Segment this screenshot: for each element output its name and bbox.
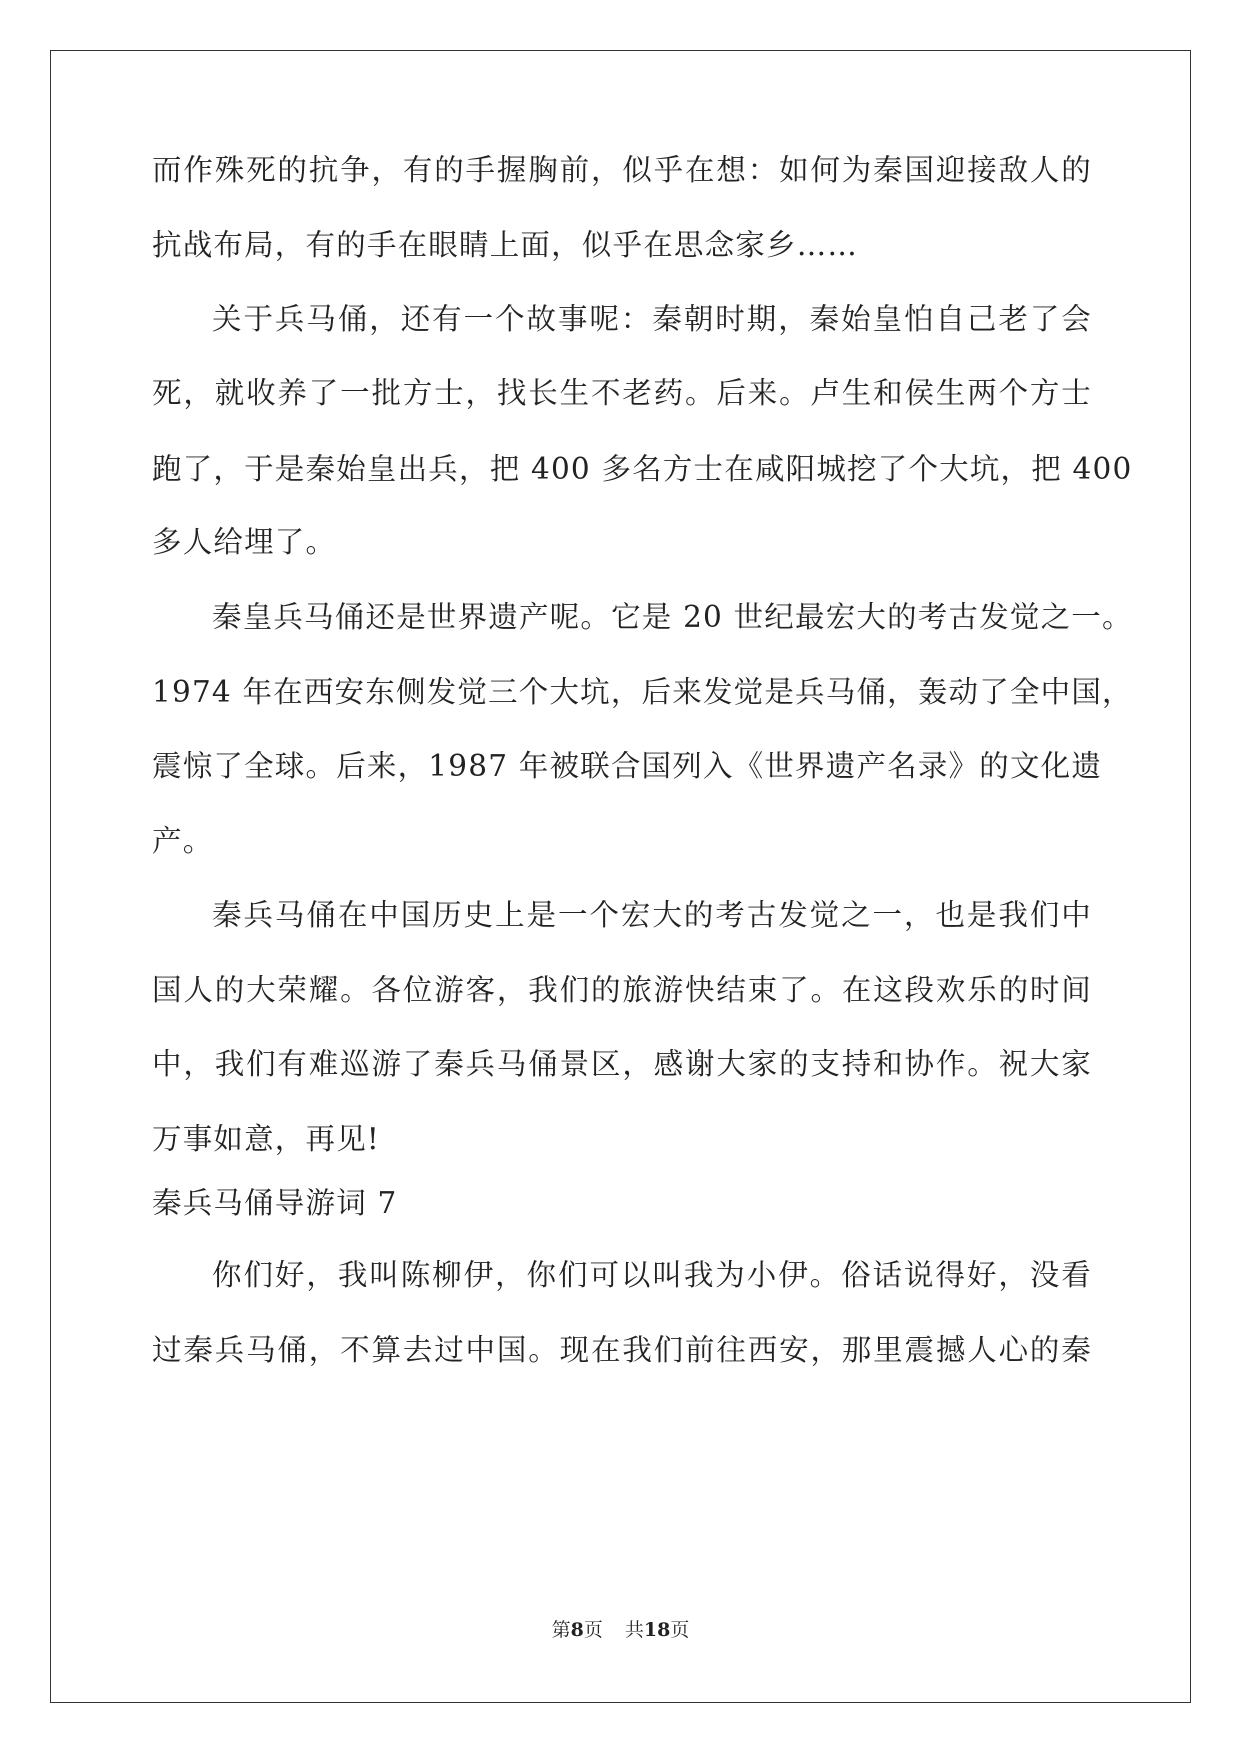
page-prefix: 第 xyxy=(551,1619,571,1641)
text-line: 跑了，于是秦始皇出兵，把 400 多名方士在咸阳城挖了个大坑，把 400 xyxy=(152,452,1133,486)
text-line: 国人的大荣耀。各位游客，我们的旅游快结束了。在这段欢乐的时间 xyxy=(152,973,1092,1007)
text-line: 中，我们有难巡游了秦兵马俑景区，感谢大家的支持和协作。祝大家 xyxy=(152,1047,1092,1081)
text-line: 震惊了全球。后来，1987 年被联合国列入《世界遗产名录》的文化遗 xyxy=(152,749,1103,783)
text-line: 1974 年在西安东侧发觉三个大坑，后来发觉是兵马俑，轰动了全中国， xyxy=(152,675,1133,709)
text-line: 秦皇兵马俑还是世界遗产呢。它是 20 世纪最宏大的考古发觉之一。 xyxy=(212,600,1133,634)
section-heading: 秦兵马俑导游词 7 xyxy=(152,1186,398,1220)
text-line: 多人给埋了。 xyxy=(152,525,337,559)
text-line: 抗战布局，有的手在眼睛上面，似乎在思念家乡…… xyxy=(152,228,859,262)
text-line: 死，就收养了一批方士，找长生不老药。后来。卢生和侯生两个方士 xyxy=(152,376,1092,410)
page-footer xyxy=(0,1618,1241,1642)
page-unit: 页 xyxy=(583,1619,603,1641)
text-line: 过秦兵马俑，不算去过中国。现在我们前往西安，那里震撼人心的秦 xyxy=(152,1333,1092,1367)
text-line: 关于兵马俑，还有一个故事呢：秦朝时期，秦始皇怕自己老了会 xyxy=(212,302,1092,336)
text-line: 秦兵马俑在中国历史上是一个宏大的考古发觉之一，也是我们中 xyxy=(212,898,1092,932)
total-unit: 页 xyxy=(670,1619,690,1641)
page-border xyxy=(50,50,1191,1703)
text-line: 你们好，我叫陈柳伊，你们可以叫我为小伊。俗话说得好，没看 xyxy=(212,1258,1092,1292)
text-line: 产。 xyxy=(152,824,214,858)
page-total: 18 xyxy=(643,1619,671,1641)
text-line: 而作殊死的抗争，有的手握胸前，似乎在想：如何为秦国迎接敌人的 xyxy=(152,153,1092,187)
text-line: 万事如意，再见! xyxy=(152,1122,380,1156)
page-current: 8 xyxy=(570,1619,584,1641)
total-prefix: 共 xyxy=(624,1619,644,1641)
